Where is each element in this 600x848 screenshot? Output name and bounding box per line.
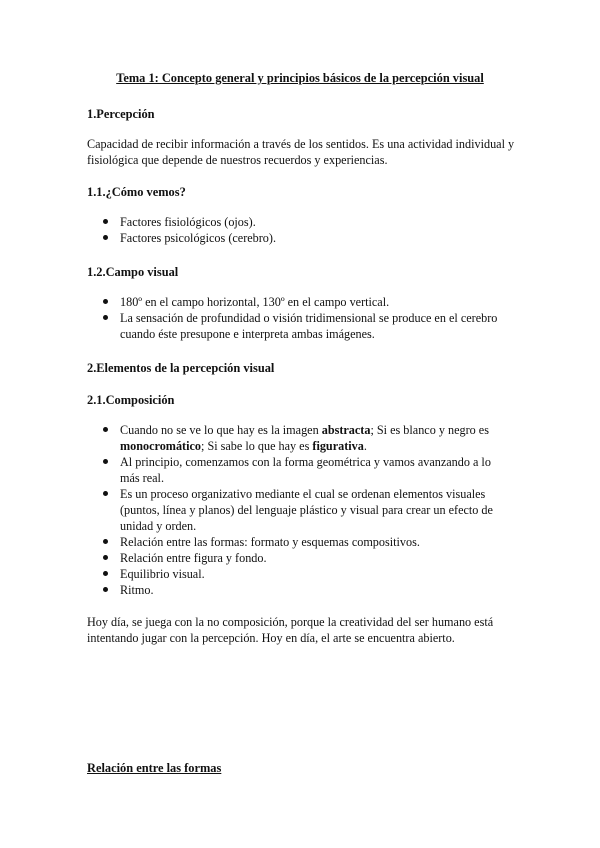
list-item: Relación entre figura y fondo.	[103, 550, 503, 566]
list-item: 180º en el campo horizontal, 130º en el campo vertical.	[103, 294, 503, 310]
document-title: Tema 1: Concepto general y principios básicos de la percepción visual	[116, 71, 484, 85]
section-2-1-paragraph: Hoy día, se juega con la no composición, porque la creatividad del ser humano está intentando jugar con la percepción. Hoy en día, el arte se encuentra abierto.	[87, 615, 494, 645]
section-2-1-heading: 2.1.Composición	[87, 393, 175, 407]
list-item: Equilibrio visual.	[103, 566, 503, 582]
section-1-2-heading: 1.2.Campo visual	[87, 265, 179, 279]
list-item: Ritmo.	[103, 582, 503, 598]
section-1-paragraph: Capacidad de recibir información a través de los sentidos. Es una actividad individual y fisiológica que depende de nuestros recuerdos y experiencias.	[87, 137, 515, 167]
section-1-2-list	[103, 294, 503, 342]
section-1-1-heading: 1.1.¿Cómo vemos?	[87, 185, 186, 199]
list-item: La sensación de profundidad o visión tridimensional se produce en el cerebro cuando éste presupone e interpreta ambas imágenes.	[103, 310, 503, 342]
section-2-1-list	[103, 422, 503, 598]
list-item: Al principio, comenzamos con la forma geométrica y vamos avanzando a lo más real.	[103, 454, 503, 486]
term-abstracta: abstracta	[321, 423, 371, 437]
list-item: Cuando no se ve lo que hay es la imagen abstracta; Si es blanco y negro es monocromático; Si sabe lo que hay es figurativa.	[103, 422, 503, 454]
term-monocromatico: monocromático	[120, 439, 202, 453]
section-1-heading: 1.Percepción	[87, 107, 155, 121]
list-item: Factores psicológicos (cerebro).	[103, 230, 503, 246]
list-item: Factores fisiológicos (ojos).	[103, 214, 503, 230]
section-1-1-list	[103, 214, 503, 246]
term-figurativa: figurativa	[312, 439, 364, 453]
section-3-heading: Relación entre las formas	[87, 761, 222, 775]
list-item: Relación entre las formas: formato y esquemas compositivos.	[103, 534, 503, 550]
list-item: Es un proceso organizativo mediante el cual se ordenan elementos visuales (puntos, línea y planos) del lenguaje plástico y visual para crear un efecto de unidad y orden.	[103, 486, 503, 534]
section-2-heading: 2.Elementos de la percepción visual	[87, 361, 275, 375]
